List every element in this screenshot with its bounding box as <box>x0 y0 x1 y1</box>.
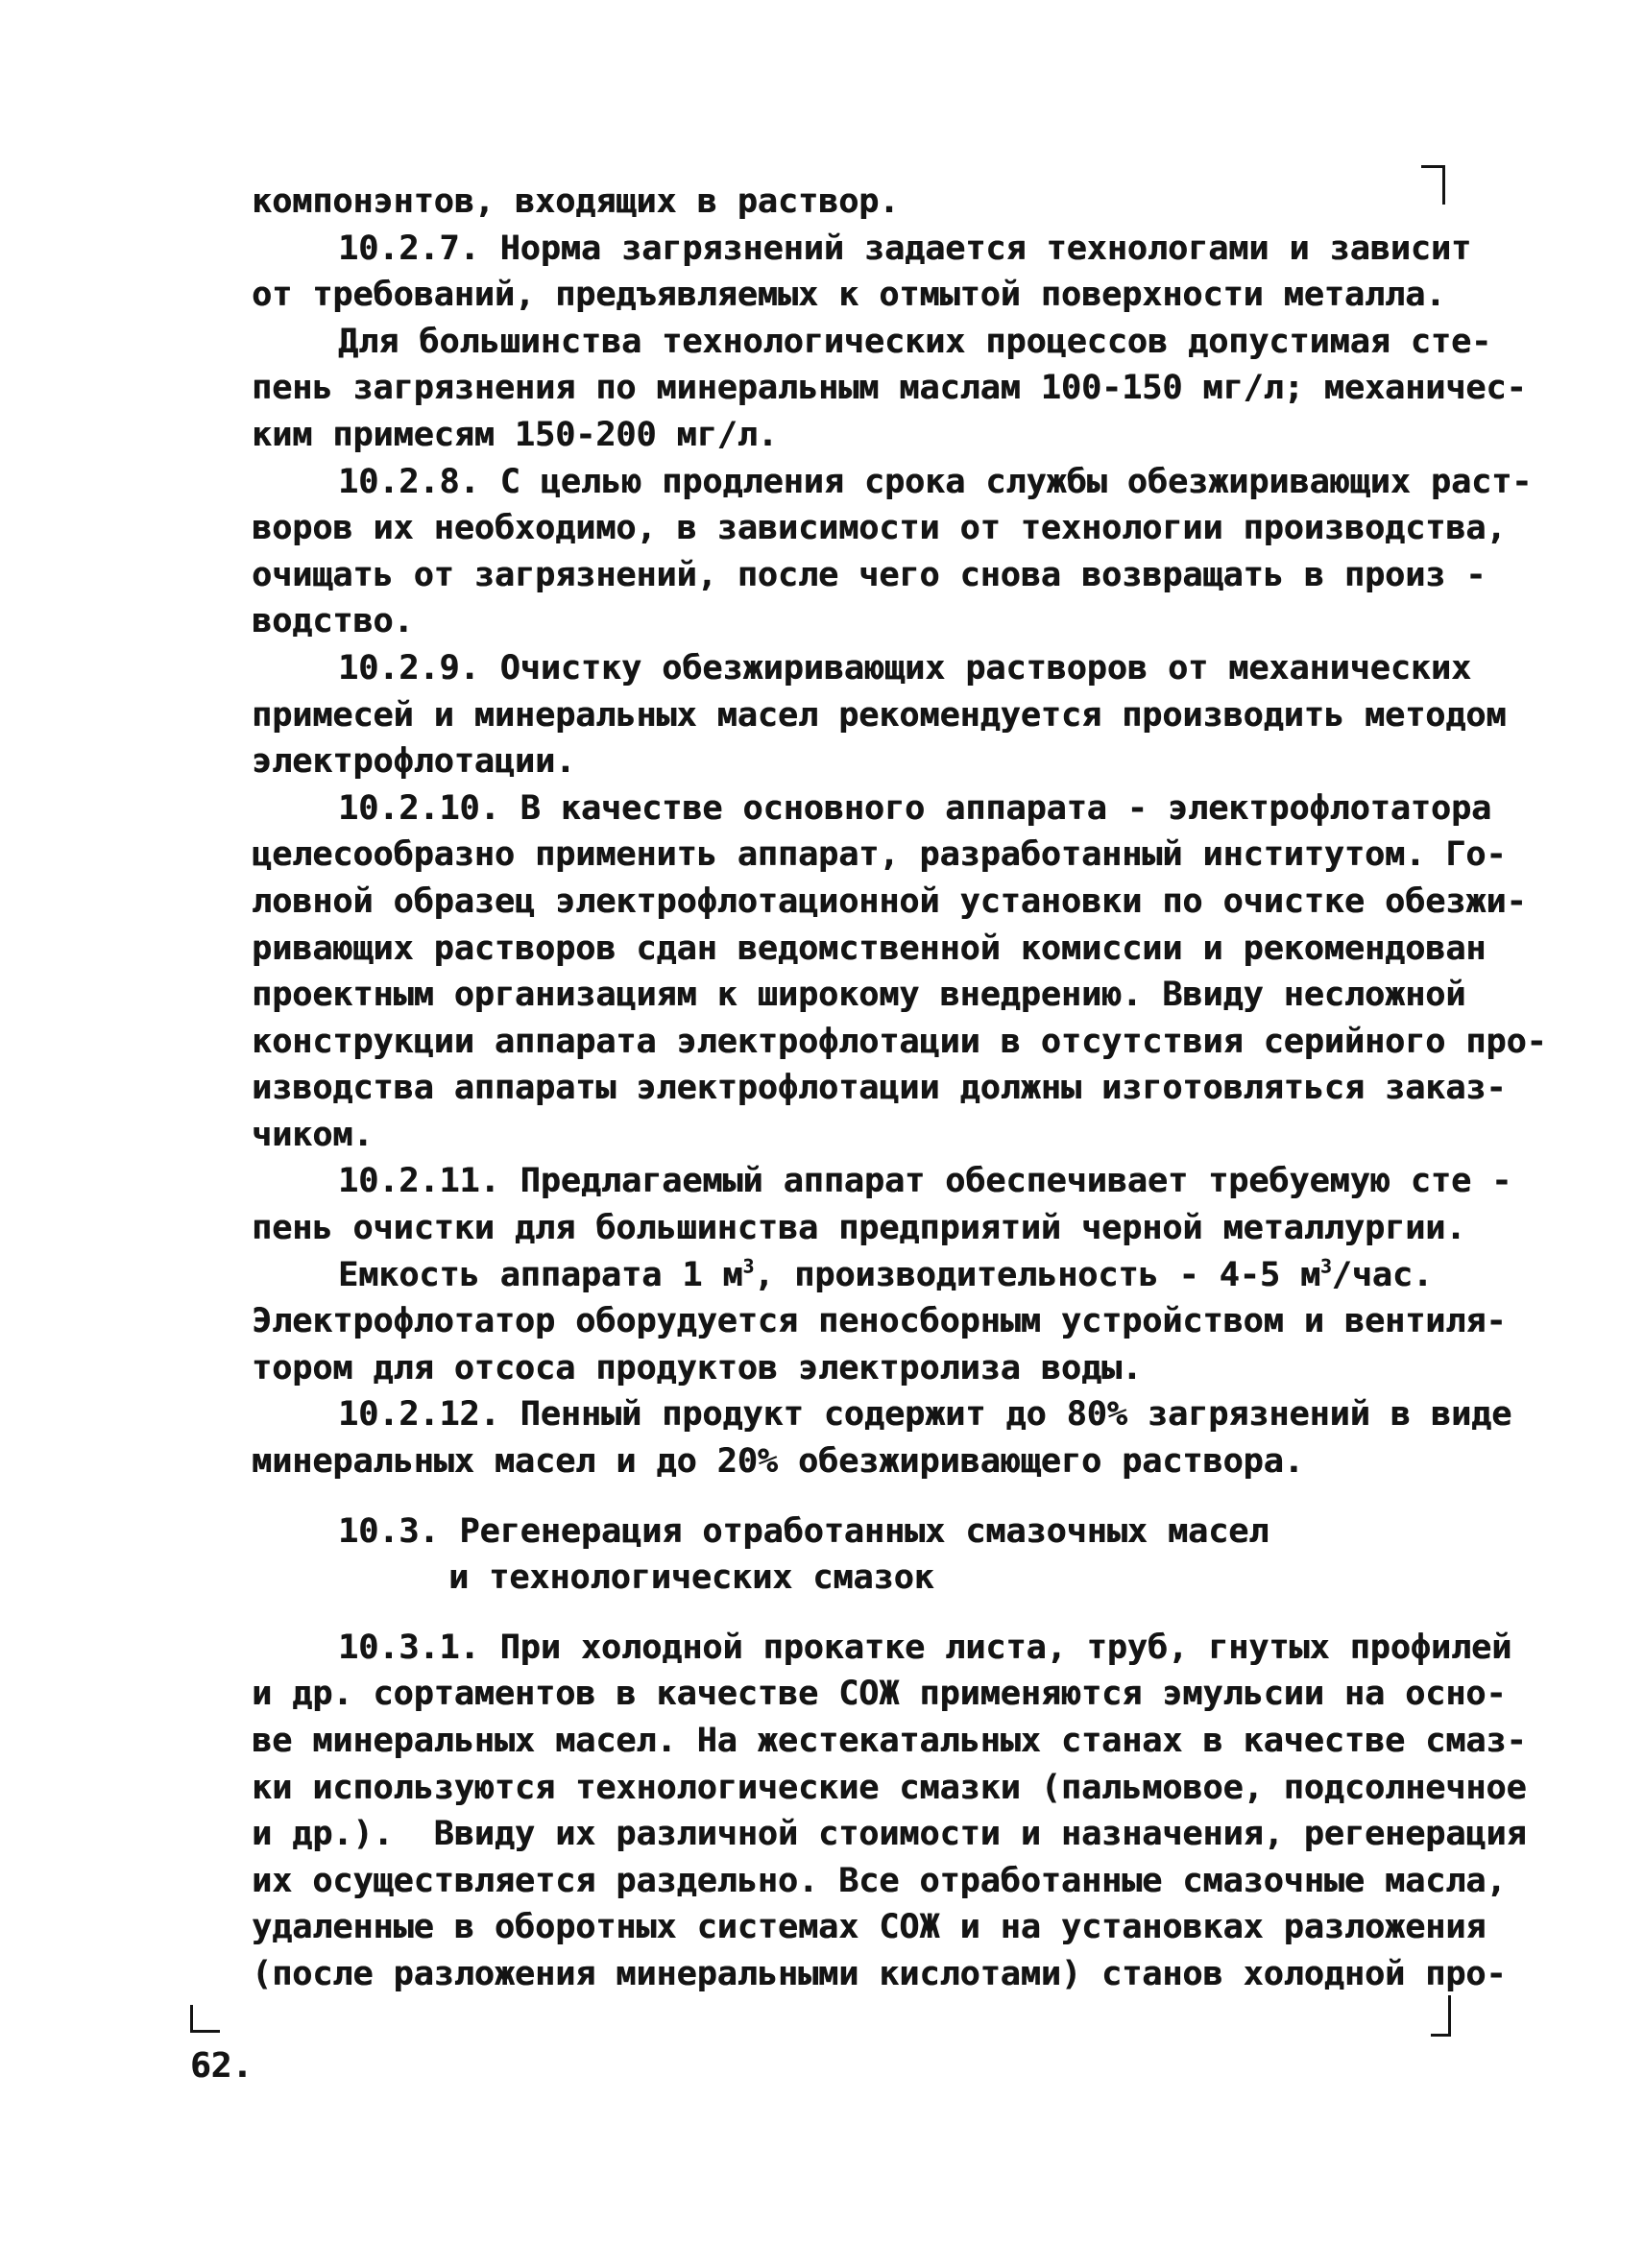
text-line: электрофлотации. <box>252 742 576 782</box>
text-line: (после разложения минеральными кислотами) станов холодной про- <box>252 1954 1507 1993</box>
bottom-left-corner-mark <box>190 2005 220 2033</box>
spacer <box>252 1485 1495 1508</box>
text-line: проектным организациям к широкому внедрению. Ввиду несложной <box>252 976 1466 1015</box>
text-line: 10.2.12. Пенный продукт содержит до 80% загрязнений в виде <box>338 1395 1512 1435</box>
text-line: компонэнтов, входящих в раствор. <box>252 182 900 221</box>
paragraph-block-10-3 <box>252 1625 1527 1998</box>
cubic-superscript: 3 <box>742 1255 755 1278</box>
spacer <box>252 1602 1495 1625</box>
text-line: от требований, предъявляемых к отмытой поверхности металла. <box>252 276 1446 315</box>
text-line: ве минеральных масел. На жестекатальных станах в качестве смаз- <box>252 1722 1527 1760</box>
text-line: ким примесям 150-200 мг/л. <box>252 415 778 454</box>
section-heading-line-1: 10.3. Регенерация отработанных смазочных масел <box>338 1511 1269 1551</box>
paragraph-block-10-2 <box>252 179 1547 1252</box>
text-line: ловной образец электрофлотационной установки по очистке обезжи- <box>252 881 1527 921</box>
text-line: чиком. <box>252 1115 374 1154</box>
text-line: 10.2.10. В качестве основного аппарата - электрофлотатора <box>338 788 1492 828</box>
cubic-superscript-2: 3 <box>1320 1255 1332 1278</box>
text-line: 10.2.8. С целью продления срока службы обезжиривающих раст- <box>338 462 1533 501</box>
body-text <box>252 179 1547 1998</box>
text-line: изводства аппараты электрофлотации должны изготовляться заказ- <box>252 1069 1507 1108</box>
text-line: и др. сортаментов в качестве СОЖ применяются эмульсии на осно- <box>252 1675 1507 1714</box>
text-line: ривающих растворов сдан ведомственной комиссии и рекомендован <box>252 929 1487 968</box>
text-line: Электрофлотатор оборудуется пеносборным устройством и вентиля- <box>252 1302 1507 1341</box>
text-line: 10.2.7. Норма загрязнений задается технологами и зависит <box>338 229 1472 268</box>
text-line: удаленные в оборотных системах СОЖ и на установках разложения <box>252 1908 1487 1947</box>
text-line: ки используются технологические смазки (пальмовое, подсолнечное <box>252 1768 1527 1807</box>
text-line: 10.3.1. При холодной прокатке листа, труб, гнутых профилей <box>338 1628 1512 1667</box>
text-line: очищать от загрязнений, после чего снова возвращать в произ - <box>252 555 1487 594</box>
capacity-middle: , производительность - 4-5 м <box>754 1255 1321 1294</box>
section-heading-line-2: и технологических смазок <box>448 1558 934 1598</box>
text-line: минеральных масел и до 20% обезжиривающего раствора. <box>252 1442 1304 1482</box>
bottom-right-corner-mark <box>1431 1995 1451 2037</box>
page-number: 62. <box>190 2046 254 2086</box>
capacity-suffix: /час. <box>1331 1255 1433 1294</box>
text-line: целесообразно применить аппарат, разработанный институтом. Го- <box>252 835 1507 875</box>
text-line: тором для отсоса продуктов электролиза воды. <box>252 1348 1143 1387</box>
text-line: Для большинства технологических процессов допустимая сте- <box>338 322 1492 361</box>
capacity-line <box>252 1252 1495 1299</box>
text-line: их осуществляется раздельно. Все отработанные смазочные масла, <box>252 1861 1507 1900</box>
text-line: водство. <box>252 602 414 641</box>
text-line: конструкции аппарата электрофлотации в отсутствия серийного про- <box>252 1022 1547 1061</box>
paragraph-block-10-2-end <box>252 1298 1512 1484</box>
text-line: 10.2.11. Предлагаемый аппарат обеспечивает требуемую сте - <box>338 1162 1512 1201</box>
capacity-prefix: Емкость аппарата 1 м <box>338 1255 743 1294</box>
text-line: и др.). Ввиду их различной стоимости и назначения, регенерация <box>252 1815 1527 1854</box>
text-line: пень очистки для большинства предприятий черной металлургии. <box>252 1209 1466 1248</box>
text-line: воров их необходимо, в зависимости от технологии производства, <box>252 509 1507 548</box>
text-line: 10.2.9. Очистку обезжиривающих растворов от механических <box>338 648 1472 688</box>
text-line: пень загрязнения по минеральным маслам 100-150 мг/л; механичес- <box>252 369 1527 408</box>
text-line: примесей и минеральных масел рекомендуется производить методом <box>252 695 1507 735</box>
